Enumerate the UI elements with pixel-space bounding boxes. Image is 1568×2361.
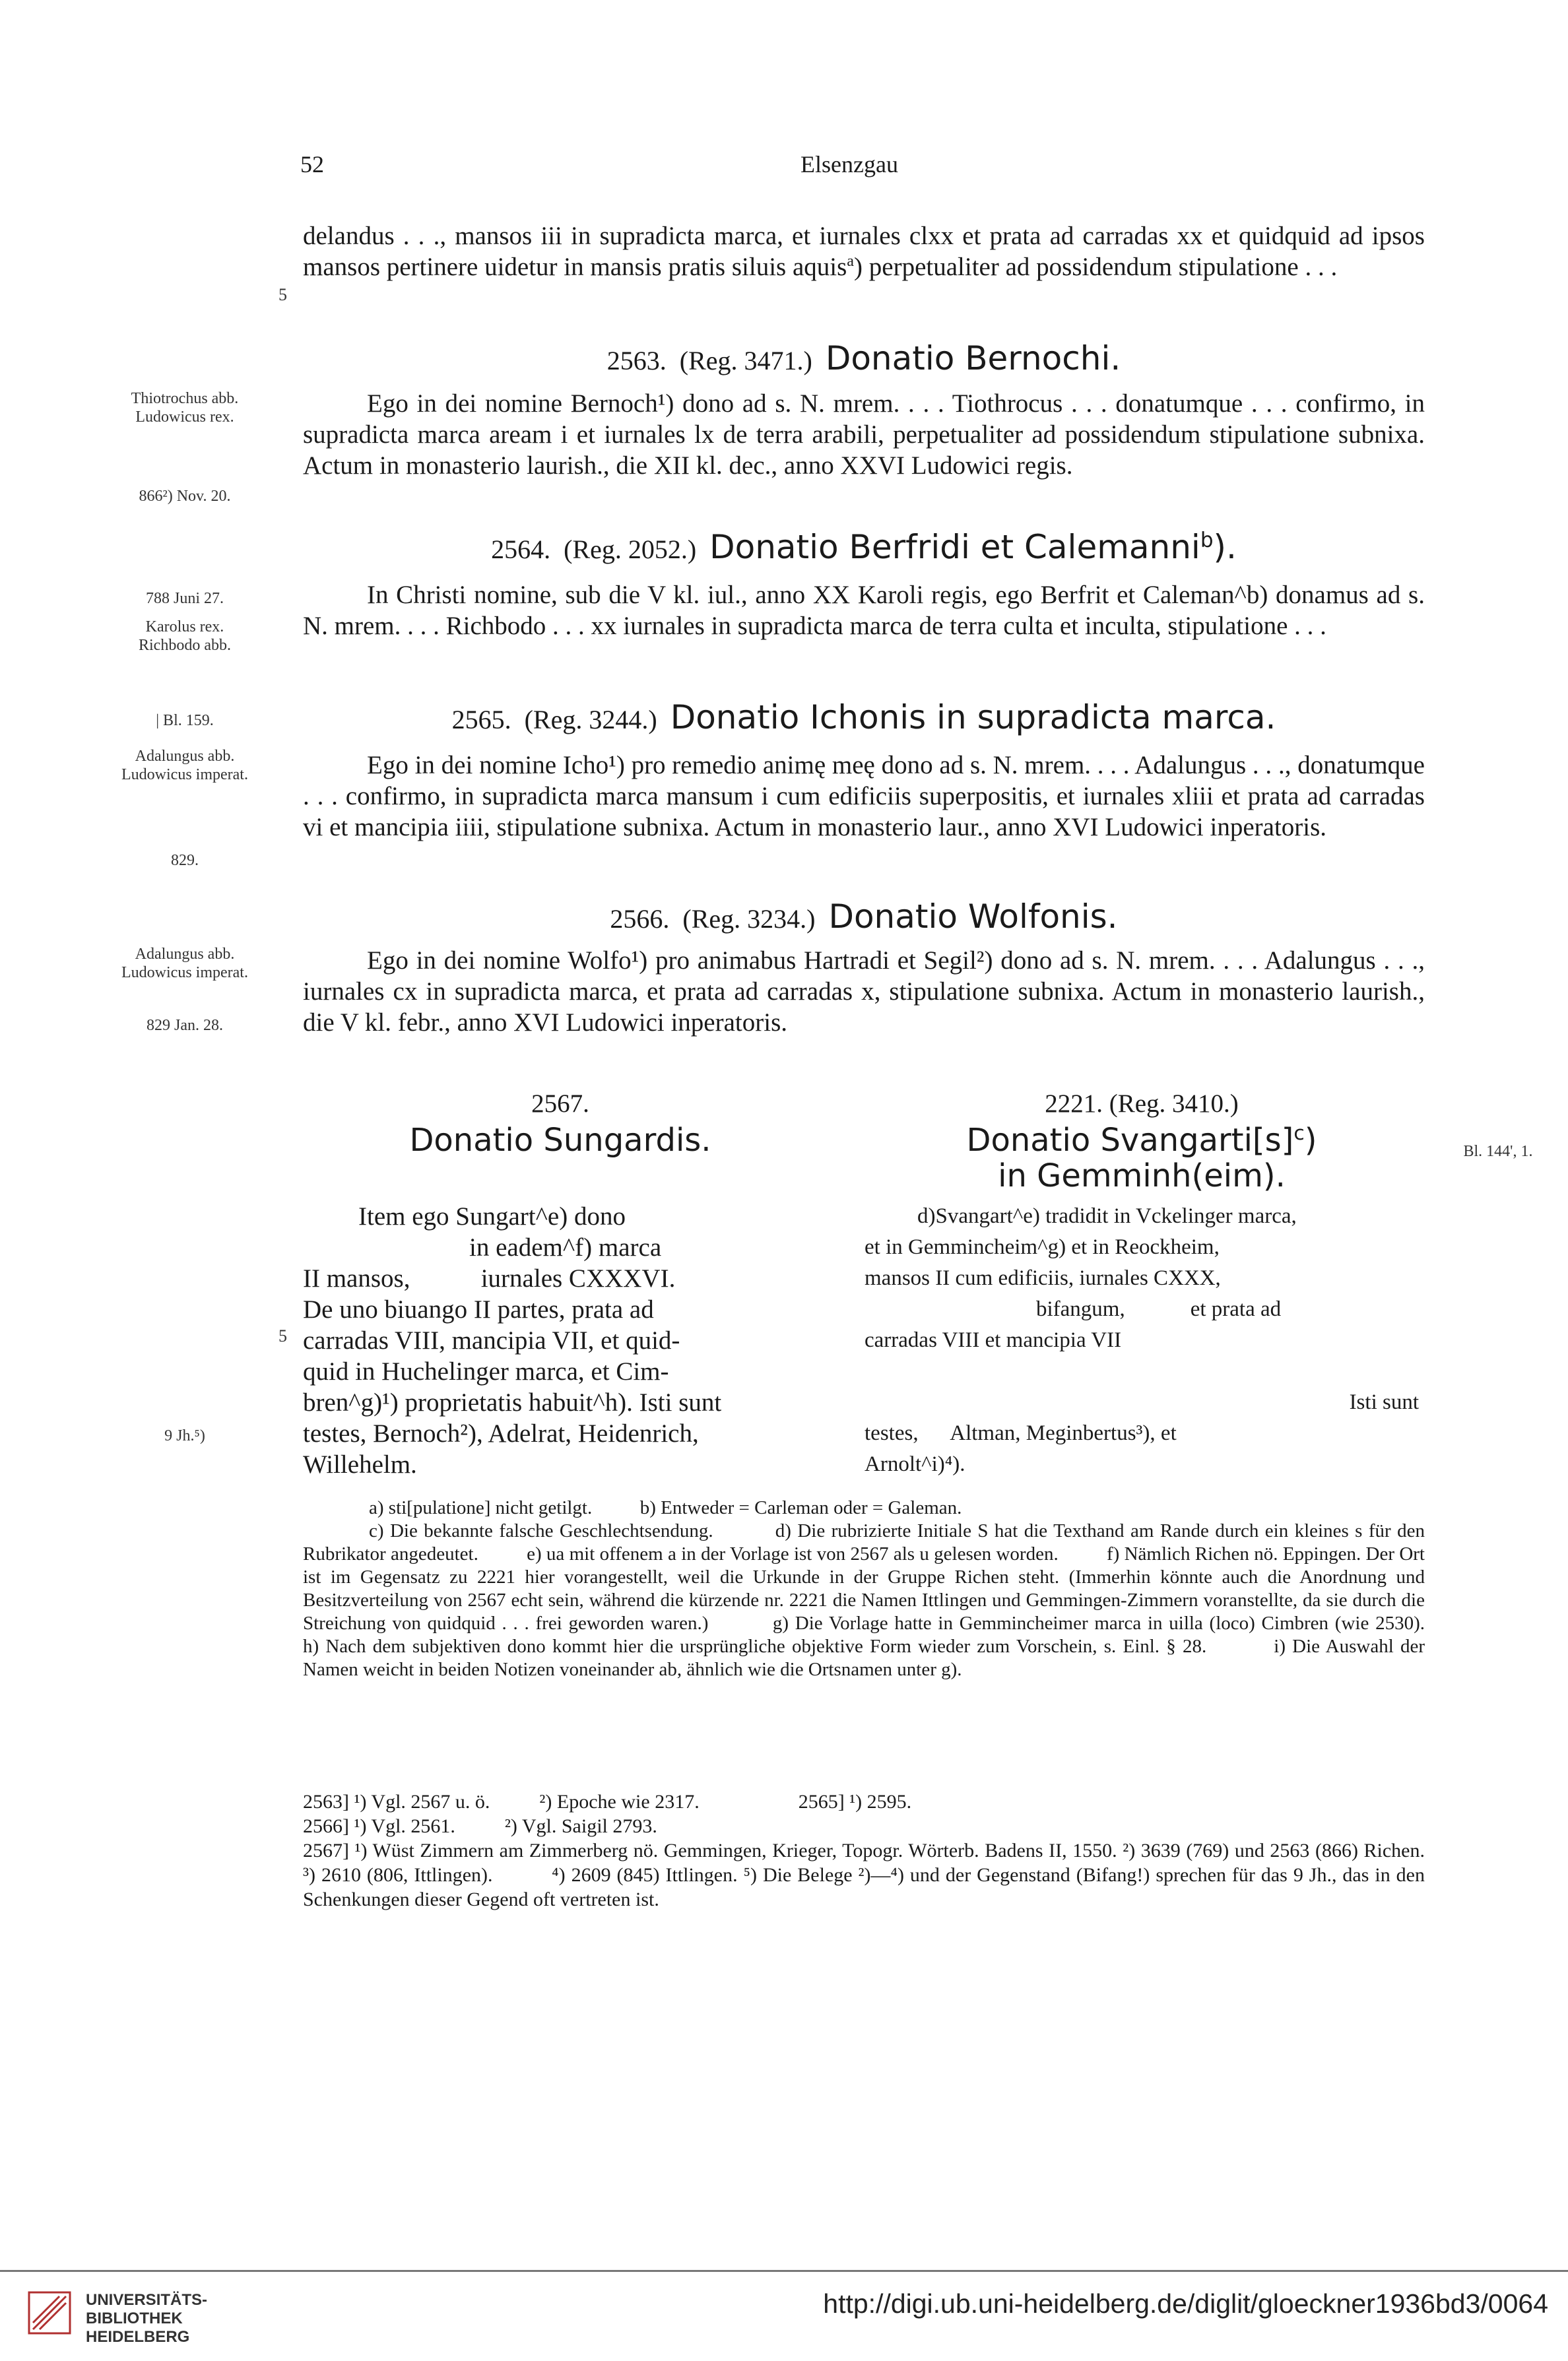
entry-number-2567: 2567. (531, 1089, 589, 1118)
list-item: II mansos, iurnales CXXXVI. (303, 1264, 676, 1293)
margin-folio: | Bl. 159. (156, 712, 214, 729)
entry-subtitle-2221: in Gemminh(eim). (998, 1157, 1286, 1194)
notes (303, 1790, 1474, 1912)
entry-body-2566: Ego in dei nomine Wolfo¹) pro animabus Hartradi et Segil²) dono ad s. N. mrem. . . . Adalungus . . ., iurnales cx in supradicta marca, et prata ad carradas x, stipulatione subnixa. Actum in monasterio laurish., die V kl. febr., anno XVI Ludowici inperatoris. (303, 946, 1425, 1037)
note: 2567] ¹) Wüst Zimmern am Zimmerberg nö. Gemmingen, Krieger, Topogr. Wörterb. Badens II, 1550. ²) 3639 (769) und 2563 (866) Richen. ³) 2610 (806, Ittlingen). ⁴) 2609 (845) Ittlingen. ⁵) Die Belege ²)—⁴) und der Gegenstand (Bifang!) sprechen für das 9 Jh., das in den Schenkungen dieser Gegend oft vertreten ist. (303, 1840, 1474, 1910)
intro-paragraph: delandus . . ., mansos iii in supradicta marca, et iurnales clxx et prata ad carradas xx et quidquid ad ipsos mansos pertinere uidetur in mansis pratis siluis aquis$^a$) perpetualiter ad possidendum stipulatione . . . (303, 222, 1425, 281)
entry-heading-2563: 2563. (Reg. 3471.) Donatio Bernochi. (606, 339, 1121, 377)
list-item: in eadem^f) marca (469, 1233, 662, 1262)
margin-date: 9 Jh.⁵) (164, 1427, 205, 1444)
entry-title-2221: Donatio $Svangarti[s]^c$) (966, 1122, 1317, 1159)
entry-number-2221: 2221. (Reg. 3410.) (1045, 1089, 1239, 1118)
list-item: bifangum, et prata ad (1036, 1297, 1282, 1321)
list-item: carradas VIII et mancipia VII (865, 1328, 1122, 1352)
list-item: testes, Bernoch²), Adelrat, Heidenrich, (303, 1419, 699, 1448)
entry-title-2567: Donatio Sungardis. (409, 1122, 711, 1159)
library-logo-icon (26, 2290, 73, 2336)
list-item: De uno biuango II partes, prata ad (303, 1295, 654, 1324)
page-number: 52 (300, 151, 324, 178)
running-title: Elsenzgau (800, 151, 898, 178)
note: 2566] ¹) Vgl. 2561. ²) Vgl. Saigil 2793. (303, 1815, 657, 1837)
margin-note: Adalungus abb. Ludowicus imperat. (121, 946, 248, 981)
entry-heading-2565: 2565. (Reg. 3244.) Donatio Ichonis in supradicta marca. (451, 698, 1276, 736)
right-column (865, 1201, 1419, 1480)
entry-heading-2564: 2564. (Reg. 2052.) Donatio Berfridi et Calemanni$^b$). (491, 528, 1237, 566)
margin-note: Thiotrochus abb. Ludowicus rex. (131, 390, 239, 426)
list-item: Arnolt^i)⁴). (865, 1452, 965, 1476)
footnote: a) sti[pulatione] nicht getilgt. b) Entweder = Carleman oder = Galeman. (369, 1497, 962, 1518)
margin-note: Adalungus abb. Ludowicus imperat. (121, 748, 248, 783)
footnote: c) Die bekannte falsche Geschlechtsendung. d) Die rubrizierte Initiale S hat die Texthand am Rande durch ein kleines s für den Rubrikator angedeutet. e) ua mit offenem a in der Vorlage ist von 2567 als u gelesen worden. f) Nämlich Richen nö. Eppingen. Der Ort ist im Gegensatz zu 2221 hier vorangestellt, weil die Urkunde in der Gruppe Richen steht. (Immerhin könnte auch die Anordnung und Besitzverteilung von 2567 echt sein, während die kürzende nr. 2221 die Namen Ittlingen und Gemmingen-Zimmern voranstellte, da sie durch die Streichung von quidquid . . . frei geworden waren.) g) Die Vorlage hatte in Gemmincheimer marca in uilla (loco) Cimbren (wie 2530). h) Nach dem subjektiven dono kommt hier die ursprüngliche objektive Form wieder zum Vorschein, s. Einl. § 28. i) Die Auswahl der Namen weicht in beiden Notizen voneinander ab, ähnlich wie die Ortsnamen unter g). (303, 1520, 1473, 1680)
entry-heading-2566: 2566. (Reg. 3234.) Donatio Wolfonis. (610, 897, 1118, 936)
left-column (303, 1201, 818, 1480)
note: 2563] ¹) Vgl. 2567 u. ö. ²) Epoche wie 2317. 2565] ¹) 2595. (303, 1791, 912, 1813)
line-number: 5 (278, 1326, 287, 1345)
list-item: carradas VIII, mancipia VII, et quid- (303, 1326, 680, 1355)
list-item: Willehelm. (303, 1450, 417, 1479)
line-number: 5 (278, 285, 287, 304)
footnotes (303, 1497, 1473, 1681)
source-url[interactable]: http://digi.ub.uni-heidelberg.de/diglit/gloeckner1936bd3/0064 (823, 2288, 1548, 2319)
list-item: bren^g)¹) proprietatis habuit^h). Isti sunt (303, 1388, 722, 1417)
margin-folio: Bl. 144', 1. (1463, 1143, 1533, 1160)
footer (0, 2270, 1568, 2361)
list-item: mansos II cum edificiis, iurnales CXXX, (865, 1266, 1221, 1290)
divider (0, 2270, 1568, 2272)
margin-note: Karolus rex. Richbodo abb. (139, 618, 231, 654)
list-item: Item ego Sungart^e) dono (358, 1202, 626, 1231)
margin-date: 829. (171, 852, 199, 869)
margin-date: 866²) Nov. 20. (139, 488, 231, 505)
margin-date: 829 Jan. 28. (147, 1017, 223, 1034)
list-item: testes, Altman, Meginbertus³), et (865, 1421, 1177, 1445)
entry-body-2564: In Christi nomine, sub die V kl. iul., anno XX Karoli regis, ego Berfrit et Caleman^b) donamus ad s. N. mrem. . . . Richbodo . . . xx iurnales in supradicta marca de terra culta et inculta, stipulatione . . . (303, 581, 1425, 640)
library-name: UNIVERSITÄTS- BIBLIOTHEK HEIDELBERG (86, 2291, 208, 2346)
entry-body-2563: Ego in dei nomine Bernoch¹) dono ad s. N. mrem. . . . Tiothrocus . . . donatumque . . . confirmo, in supradicta marca aream i et iurnales lx de terra arabili, perpetualiter ad possidendum stipulatione subnixa. Actum in monasterio laurish., die XII kl. dec., anno XXVI Ludowici regis. (303, 389, 1425, 480)
list-item: Isti sunt (1349, 1390, 1419, 1414)
list-item: et in Gemmincheim^g) et in Reockheim, (865, 1235, 1220, 1259)
list-item: d)Svangart^e) tradidit in Vckelinger marca, (917, 1204, 1297, 1228)
margin-date: 788 Juni 27. (145, 590, 224, 607)
list-item: quid in Huchelinger marca, et Cim- (303, 1357, 669, 1386)
entry-body-2565: Ego in dei nomine Icho¹) pro remedio animę meę dono ad s. N. mrem. . . . Adalungus . . ., donatumque . . . confirmo, in supradicta marca mansum i cum edificiis superpositis, et iurnales xliii et prata ad carradas vi et mancipia iiii, stipulatione subnixa. Actum in monasterio laur., anno XVI Ludowici inperatoris. (303, 751, 1425, 841)
